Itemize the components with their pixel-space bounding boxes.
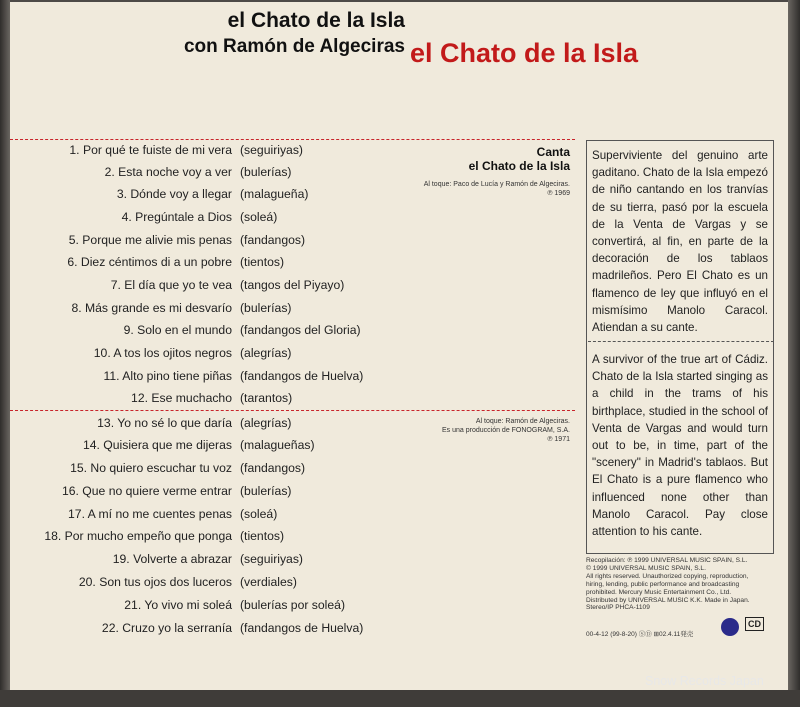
track-style: (fandangos del Gloria) bbox=[240, 323, 361, 337]
track-title: 19. Volverte a abrazar bbox=[112, 552, 232, 566]
legal-line: Stereo/IP PHCA-1109 bbox=[586, 604, 650, 612]
track-style: (tarantos) bbox=[240, 391, 293, 405]
credit-1971 bbox=[380, 417, 570, 444]
artist-subtitle: con Ramón de Algeciras bbox=[183, 36, 405, 57]
track-style: (malagueña) bbox=[240, 187, 309, 201]
catalog-code: 00-4-12 (99-8-20) ⓈⒹ ⊞02.4.11発売 bbox=[586, 631, 694, 638]
track-title: 11. Alto pino tiene piñas bbox=[103, 369, 232, 383]
track-style: (tientos) bbox=[240, 529, 285, 543]
track-style: (bulerías) bbox=[240, 301, 292, 315]
track-style: (verdiales) bbox=[240, 575, 297, 589]
legal-line: Distributed by UNIVERSAL MUSIC K.K. Made in Japan. bbox=[586, 596, 750, 604]
track-style: (alegrías) bbox=[240, 346, 292, 360]
track-style: (fandangos) bbox=[240, 233, 306, 247]
track-title: 13. Yo no sé lo que daría bbox=[97, 416, 232, 430]
track-title: 10. A tos los ojitos negros bbox=[93, 346, 232, 360]
track-style: (seguiriyas) bbox=[240, 143, 303, 157]
liner-notes-english: A survivor of the true art of Cádiz. Chato de la Isla started singing as a child in the trams of his birthplace, studied in the school of Venta de Vargas and would turn out to be, in time, part of the "scenery" in Madrid's tablaos. But El Chato is a pure flamenco who influenced none other than Manolo Caracol. Pay close attention to his cante. bbox=[592, 353, 768, 539]
track-title: 7. El día que yo te vea bbox=[110, 278, 232, 292]
track-style: (tientos) bbox=[240, 255, 285, 269]
credit-guitarist: Al toque: Ramón de Algeciras. bbox=[475, 418, 570, 425]
track-style: (soleá) bbox=[240, 210, 278, 224]
track-title: 18. Por mucho empeño que ponga bbox=[44, 529, 232, 543]
artist-title: el Chato de la Isla bbox=[227, 9, 405, 32]
track-title: 8. Más grande es mi desvarío bbox=[71, 301, 232, 315]
mercury-logo-icon bbox=[721, 618, 739, 636]
track-title: 16. Que no quiere verme entrar bbox=[61, 484, 232, 498]
track-title: 1. Por qué te fuiste de mi vera bbox=[69, 143, 232, 157]
track-style: (fandangos de Huelva) bbox=[240, 621, 364, 635]
track-style: (malagueñas) bbox=[240, 438, 315, 452]
track-title: 17. A mí no me cuentes penas bbox=[68, 507, 232, 521]
track-title: 6. Diez céntimos di a un pobre bbox=[67, 255, 232, 269]
track-title: 14. Quisiera que me dijeras bbox=[82, 438, 232, 452]
track-style: (alegrías) bbox=[240, 416, 292, 430]
track-title: 2. Esta noche voy a ver bbox=[104, 165, 232, 179]
canta-name: el Chato de la Isla bbox=[468, 159, 570, 173]
case-right-edge bbox=[788, 0, 800, 707]
legal-line: All rights reserved. Unauthorized copying, reproduction, bbox=[586, 572, 749, 580]
track-style: (tangos del Piyayo) bbox=[240, 278, 345, 292]
divider-middle bbox=[10, 410, 575, 411]
credit-year-1969: ℗ 1969 bbox=[547, 190, 570, 197]
case-bottom-edge bbox=[0, 690, 800, 707]
track-style: (soleá) bbox=[240, 507, 278, 521]
track-style: (bulerías por soleá) bbox=[240, 598, 345, 612]
canta-block bbox=[380, 145, 570, 173]
track-title: 9. Solo en el mundo bbox=[123, 323, 232, 337]
track-title: 12. Ese muchacho bbox=[131, 391, 232, 405]
legal-line: hiring, lending, public performance and broadcasting bbox=[586, 580, 740, 588]
shop-watermark: Snow Records Japan bbox=[645, 674, 764, 688]
track-style: (bulerías) bbox=[240, 165, 292, 179]
track-style: (fandangos de Huelva) bbox=[240, 369, 364, 383]
track-title: 20. Son tus ojos dos luceros bbox=[78, 575, 232, 589]
compact-disc-logo-icon: CD bbox=[745, 617, 764, 631]
credit-year-1971: ℗ 1971 bbox=[547, 436, 570, 443]
legal-text bbox=[586, 557, 776, 612]
track-title: 15. No quiero escuchar tu voz bbox=[70, 461, 232, 475]
liner-notes-divider bbox=[588, 341, 774, 342]
case-left-edge bbox=[0, 0, 10, 707]
track-style: (bulerías) bbox=[240, 484, 292, 498]
legal-line: Recopilación: ℗ 1999 UNIVERSAL MUSIC SPAIN, S.L. bbox=[586, 557, 748, 564]
track-title: 5. Porque me alivie mis penas bbox=[68, 233, 232, 247]
album-title-red: el Chato de la Isla bbox=[410, 38, 639, 68]
credit-production: Es una producción de FONOGRAM, S.A. bbox=[442, 427, 570, 434]
legal-line: © 1999 UNIVERSAL MUSIC SPAIN, S.L. bbox=[586, 564, 706, 572]
track-title: 21. Yo vivo mi soleá bbox=[124, 598, 232, 612]
track-title: 3. Dónde voy a llegar bbox=[116, 187, 232, 201]
track-title: 4. Pregúntale a Dios bbox=[121, 210, 232, 224]
track-style: (seguiriyas) bbox=[240, 552, 303, 566]
credit-1969 bbox=[380, 180, 570, 198]
legal-line: prohibited. Mercury Music Entertainment Co., Ltd. bbox=[586, 588, 732, 596]
track-style: (fandangos) bbox=[240, 461, 306, 475]
canta-label: Canta bbox=[536, 145, 570, 159]
track-title: 22. Cruzo yo la serranía bbox=[101, 621, 232, 635]
credit-guitarists: Al toque: Paco de Lucía y Ramón de Algeciras. bbox=[423, 181, 570, 188]
liner-notes-spanish: Superviviente del genuino arte gaditano. Chato de la Isla empezó de niño cantando en los tranvías de su tierra, pasó por la escuela de la Venta de Vargas y se convertirá, al fin, en parte de la decoración de los tablaos madrileños. Pero El Chato es un flamenco de ley que influyó en el mismísimo Manolo Caracol. Atiendan a su cante. bbox=[592, 149, 768, 335]
